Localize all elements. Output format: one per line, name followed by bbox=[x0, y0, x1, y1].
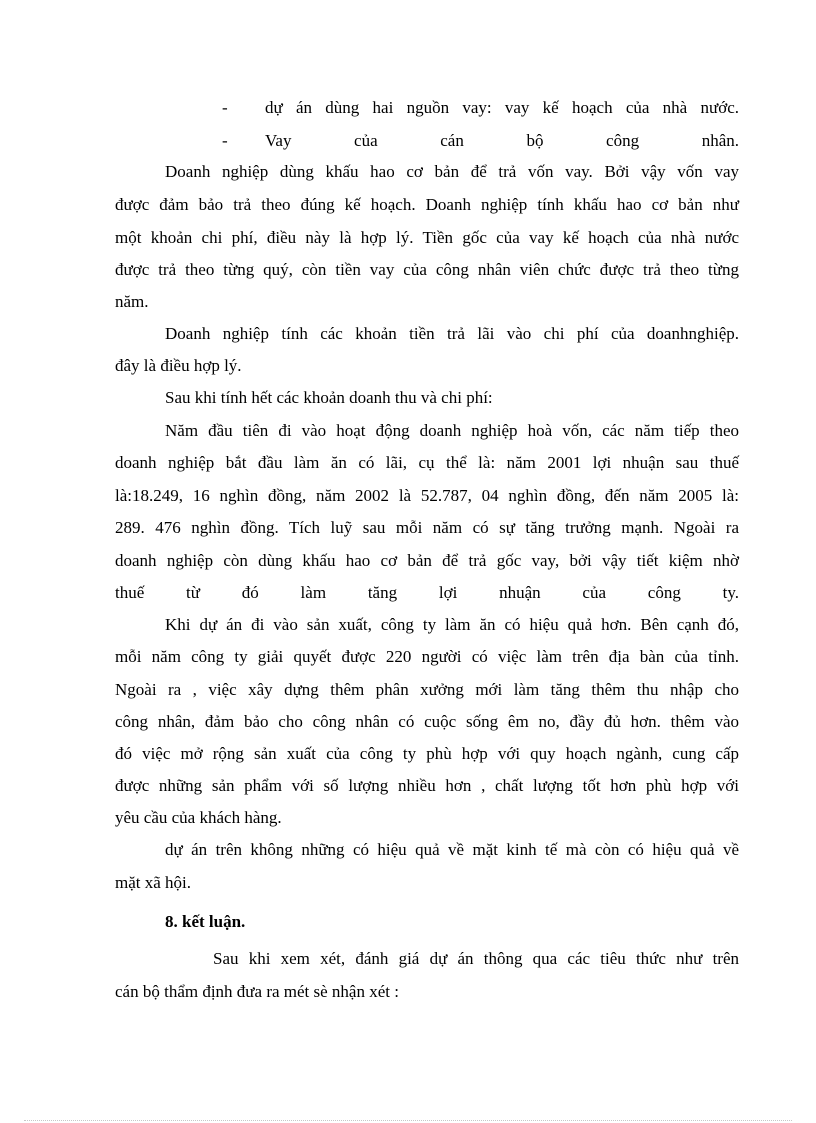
paragraph-line: doanh nghiệp còn dùng khấu hao cơ bản để trả gốc vay, bởi vậy tiết kiệm nhờ bbox=[115, 551, 739, 570]
paragraph-line: Doanh nghiệp dùng khấu hao cơ bản để trả vốn vay. Bởi vậy vốn vay bbox=[165, 162, 739, 181]
paragraph-line: công nhân, đảm bảo cho công nhân có cuộc sống êm no, đầy đủ hơn. thêm vào bbox=[115, 712, 739, 731]
paragraph-line: Sau khi tính hết các khoản doanh thu và chi phí: bbox=[165, 388, 493, 407]
paragraph-line: đó việc mở rộng sản xuất của công ty phù hợp với quy hoạch ngành, cung cấp bbox=[115, 744, 739, 763]
paragraph-line: Doanh nghiệp tính các khoản tiền trả lãi vào chi phí của doanhnghiệp. bbox=[165, 324, 739, 343]
paragraph-line: năm. bbox=[115, 292, 149, 311]
paragraph-line: mặt xã hội. bbox=[115, 873, 192, 892]
section-heading: 8. kết luận. bbox=[165, 912, 246, 931]
paragraph-line: Ngoài ra , việc xây dựng thêm phân xưởng mới làm tăng thêm thu nhập cho bbox=[115, 680, 739, 699]
paragraph-line: doanh nghiệp bắt đầu làm ăn có lãi, cụ thể là: năm 2001 lợi nhuận sau thuế bbox=[115, 453, 739, 472]
paragraph-line: cán bộ thẩm định đưa ra mét sè nhận xét : bbox=[115, 982, 399, 1001]
paragraph-line: yêu cầu của khách hàng. bbox=[115, 808, 282, 827]
paragraph-line: đây là điều hợp lý. bbox=[115, 356, 242, 375]
paragraph-line: Năm đầu tiên đi vào hoạt động doanh nghiệp hoà vốn, các năm tiếp theo bbox=[165, 421, 739, 440]
paragraph-line: được đảm bảo trả theo đúng kế hoạch. Doanh nghiệp tính khấu hao cơ bản như bbox=[115, 195, 739, 214]
paragraph-line: dự án trên không những có hiệu quả về mặt kinh tế mà còn có hiệu quả về bbox=[165, 840, 739, 859]
paragraph-line: được trả theo từng quý, còn tiền vay của công nhân viên chức được trả theo từng bbox=[115, 260, 739, 279]
paragraph-line: thuế từ đó làm tăng lợi nhuận của công ty. bbox=[115, 583, 739, 602]
paragraph-line: là:18.249, 16 nghìn đồng, năm 2002 là 52.787, 04 nghìn đồng, đến năm 2005 là: bbox=[115, 486, 739, 505]
paragraph-line: 289. 476 nghìn đồng. Tích luỹ sau mỗi năm có sự tăng trưởng mạnh. Ngoài ra bbox=[115, 518, 739, 537]
page-bottom-rule bbox=[24, 1120, 792, 1121]
bullet-text: Vay của cán bộ công nhân. bbox=[265, 131, 739, 150]
paragraph-line: một khoản chi phí, điều này là hợp lý. Tiền gốc của vay kế hoạch của nhà nước bbox=[115, 228, 739, 247]
paragraph-line: Sau khi xem xét, đánh giá dự án thông qua các tiêu thức như trên bbox=[213, 949, 739, 968]
bullet-dash: - bbox=[222, 131, 228, 150]
bullet-dash: - bbox=[222, 98, 228, 117]
paragraph-line: Khi dự án đi vào sản xuất, công ty làm ăn có hiệu quả hơn. Bên cạnh đó, bbox=[165, 615, 739, 634]
bullet-text: dự án dùng hai nguồn vay: vay kế hoạch của nhà nước. bbox=[265, 98, 739, 117]
paragraph-line: được những sản phẩm với số lượng nhiều hơn , chất lượng tốt hơn phù hợp với bbox=[115, 776, 739, 795]
paragraph-line: mỗi năm công ty giải quyết được 220 người có việc làm trên địa bàn của tỉnh. bbox=[115, 647, 739, 666]
